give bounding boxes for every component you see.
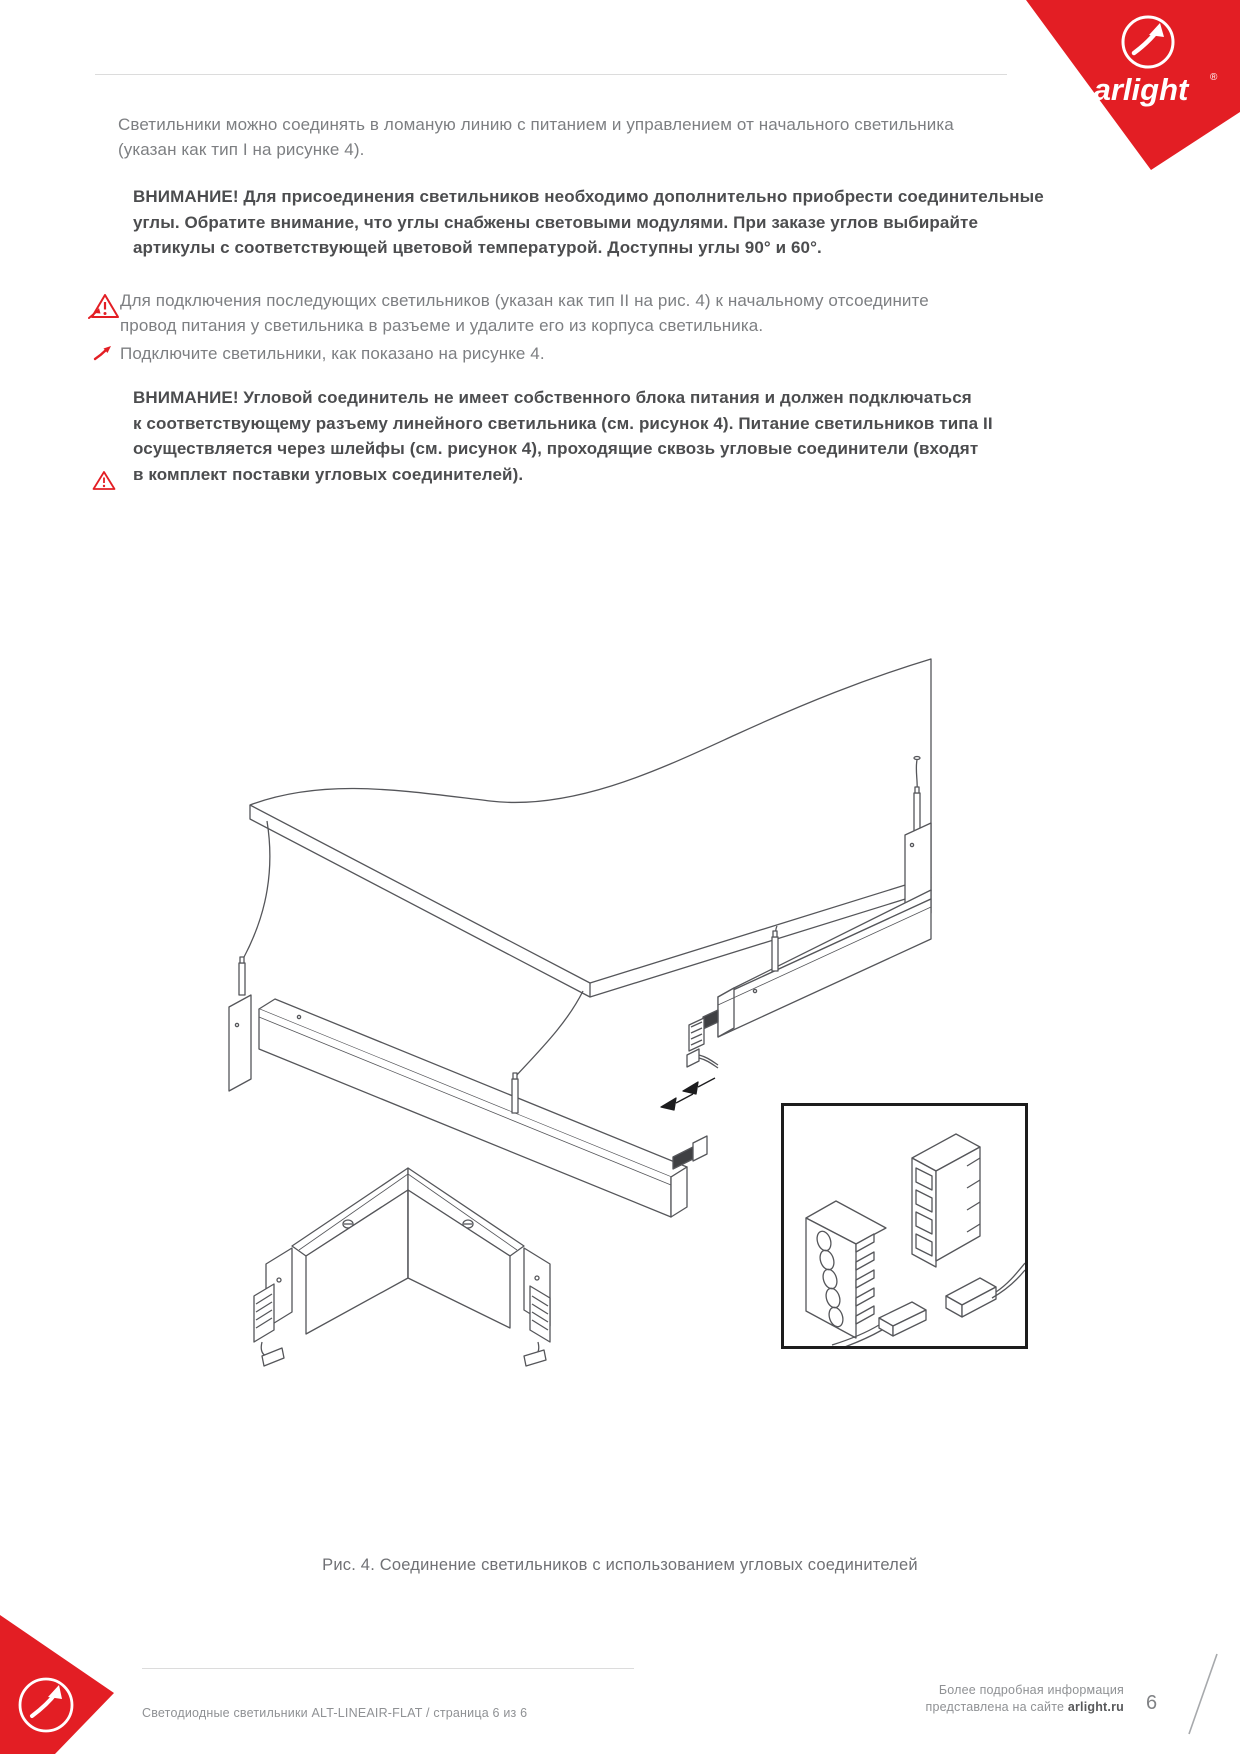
arlight-wordmark: arlight: [1093, 72, 1189, 107]
warning-triangle-icon: [88, 292, 120, 320]
brand-corner-bottom-left: [0, 1610, 120, 1754]
warning-block-1: [133, 184, 1044, 261]
figure-corner-connector-drawing: [248, 1158, 558, 1373]
intro-line: (указан как тип I на рисунке 4).: [118, 140, 365, 159]
footer-divider: [142, 1668, 634, 1669]
warning-line: в комплект поставки угловых соединителей).: [133, 464, 524, 484]
footer-site-prefix: представлена на сайте: [925, 1700, 1068, 1714]
figure-caption: Рис. 4. Соединение светильников с использованием угловых соединителей: [322, 1556, 918, 1574]
brand-corner-top-right: [1014, 0, 1240, 175]
registered-mark: ®: [1210, 72, 1218, 83]
arrow-bullet-icon: [93, 345, 112, 361]
step-line: Подключите светильники, как показано на рисунке 4.: [120, 344, 545, 363]
step-disconnect-paragraph: [120, 288, 929, 338]
step-line: провод питания у светильника в разъеме и удалите его из корпуса светильника.: [120, 316, 764, 335]
red-corner-shape: [0, 1615, 114, 1754]
footer-right-text: [926, 1682, 1125, 1716]
warning-line: углы. Обратите внимание, что углы снабжены световыми модулями. При заказе углов выбирайте: [133, 212, 979, 232]
page-number-slash: [1183, 1650, 1223, 1742]
intro-paragraph: [118, 112, 954, 162]
footer-info-line: Более подробная информация: [938, 1683, 1124, 1697]
footer-left-text: Светодиодные светильники ALT-LINEAIR-FLAT / страница 6 из 6: [142, 1706, 528, 1720]
figure-connectors-detail-drawing: [784, 1106, 1025, 1346]
footer-site-link[interactable]: arlight.ru: [1067, 1700, 1124, 1714]
figure-inset-box: [781, 1103, 1028, 1349]
warning-line: артикулы с соответствующей цветовой температурой. Доступны углы 90° и 60°.: [133, 238, 822, 257]
step-line: Для подключения последующих светильников (указан как тип II на рис. 4) к начальному отсоедините: [120, 291, 929, 310]
warning-line: к соответствующему разъему линейного светильника (см. рисунок 4). Питание светильников типа II: [133, 413, 993, 433]
top-divider: [95, 74, 1007, 75]
warning-block-2: [133, 385, 993, 487]
warning-line: осуществляется через шлейфы (см. рисунок 4), проходящие сквозь угловые соединители (входят: [133, 439, 979, 458]
direction-arrows: [661, 1078, 715, 1110]
footer-info-line2: [926, 1699, 1125, 1716]
page-number: 6: [1146, 1692, 1158, 1714]
step-connect-paragraph: [120, 341, 545, 366]
intro-line: Светильники можно соединять в ломаную линию с питанием и управлением от начального светильника: [118, 115, 954, 134]
warning-triangle-icon: [92, 470, 116, 491]
warning-line: ВНИМАНИЕ! Для присоединения светильников необходимо дополнительно приобрести соединительные: [133, 187, 1044, 206]
warning-line: ВНИМАНИЕ! Угловой соединитель не имеет собственного блока питания и должен подключаться: [133, 388, 972, 407]
